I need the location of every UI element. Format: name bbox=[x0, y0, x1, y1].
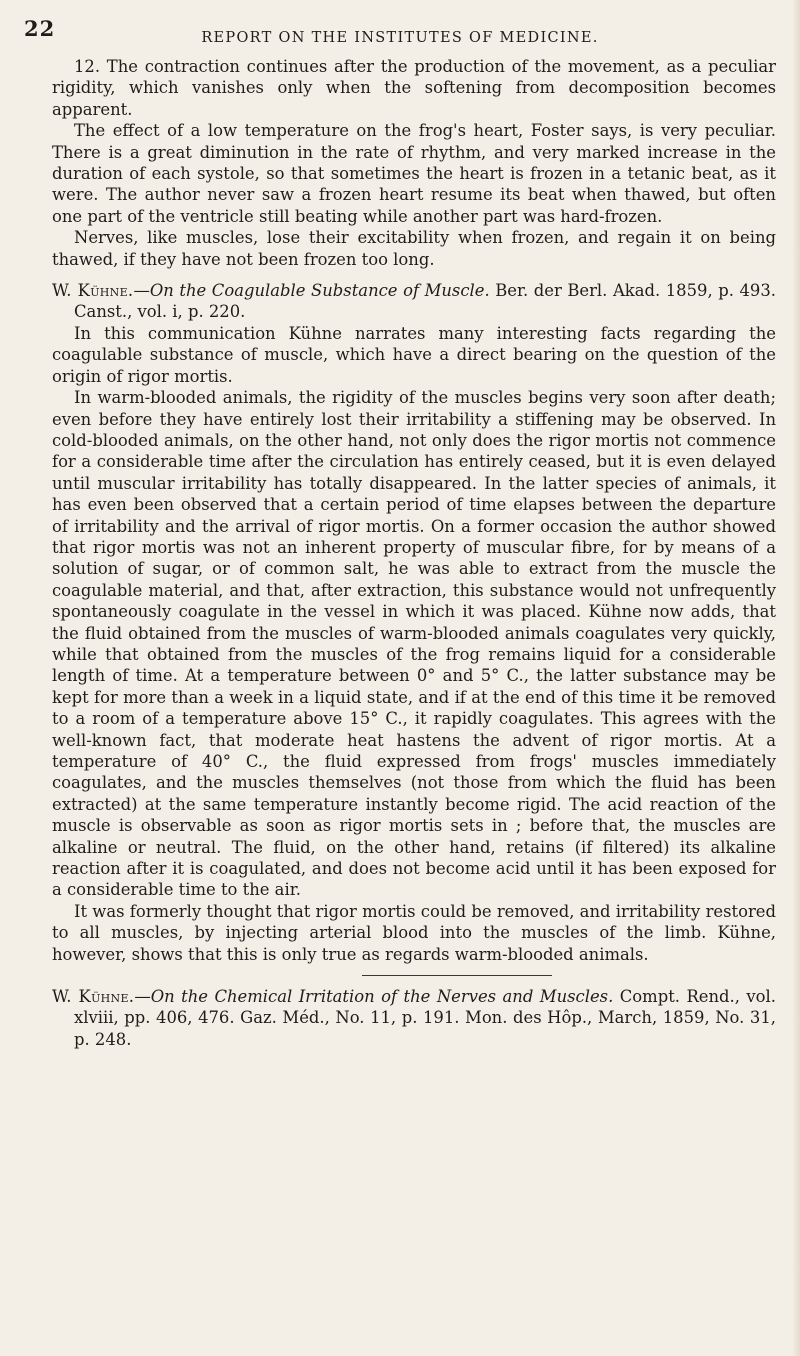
running-title: REPORT ON THE INSTITUTES OF MEDICINE. bbox=[201, 30, 599, 46]
reference-1-title: On the Coagulable Substance of Muscle. bbox=[149, 281, 490, 301]
reference-2-citation: Compt. Rend., vol. xlviii, pp. 406, 476. Gaz. Méd., No. 11, p. 191. Mon. des Hôp., March, 1859, No. 31, p. 248. bbox=[74, 987, 777, 1049]
reference-2-author: W. Kühne. bbox=[52, 987, 135, 1007]
body-paragraph-2: In warm-blooded animals, the rigidity of the muscles begins very soon after death; even before they have entirely lost their irritability a stiffening may be observed. In cold-blooded animals, on the other hand, not only does the rigor mortis not commence for a considerable time after the circulation has entirely ceased, but it is even delayed until muscular irritability has totally disappeared. In the latter species of animals, it has even been observed that a certain period of time elapses between the departure of irritability and the arrival of rigor mortis. On a former occasion the author showed that rigor mortis was not an inherent property of muscular fibre, for by means of a solution of sugar, or of common salt, he was able to extract from the muscle the coagulable material, and that, after extraction, this substance would not unfrequently spontaneously coagulate in the vessel in which it was placed. Kühne now adds, that the fluid obtained from the muscles of warm-blooded animals coagulates very quickly, while that obtained from the muscles of the frog remains liquid for a considerable length of time. At a temperature between 0° and 5° C., the latter substance may be kept for more than a week in a liquid state, and if at the end of this time it be removed to a room of a temperature above 15° C., it rapidly coagulates. This agrees with the well-known fact, that moderate heat hastens the advent of rigor mortis. At a temperature of 40° C., the fluid expressed from frogs' muscles immediately coagulates, and the muscles themselves (not those from which the fluid has been extracted) at the same temperature instantly become rigid. The acid reaction of the muscle is observable as soon as rigor mortis sets in ; before that, the muscles are alkaline or neutral. The fluid, on the other hand, retains (if filtered) its alkaline reaction after it is coagulated, and does not become acid until it has been exposed for a considerable time to the air. bbox=[52, 388, 776, 900]
intro-paragraph-1: 12. The contraction continues after the production of the movement, as a peculiar rigidity, which vanishes only when the softening from decomposition becomes apparent. bbox=[52, 57, 776, 119]
reference-entry-2 bbox=[52, 986, 776, 1050]
reference-2-title: On the Chemical Irritation of the Nerves and Muscles. bbox=[150, 987, 614, 1007]
body-paragraph-1: In this communication Kühne narrates many interesting facts regarding the coagulable substance of muscle, which have a direct bearing on the question of the origin of rigor mortis. bbox=[52, 323, 776, 386]
intro-paragraph-2: The effect of a low temperature on the frog's heart, Foster says, is very peculiar. There is a great diminution in the rate of rhythm, and very marked increase in the duration of each systole, so that sometimes the heart is frozen in a tetanic beat, as it were. The author never saw a frozen heart resume its beat when thawed, but often one part of the ventricle still beating while another part was hard-frozen. bbox=[52, 121, 776, 226]
page-number: 22 bbox=[24, 16, 56, 41]
reference-2-dash: — bbox=[134, 987, 151, 1007]
intro-paragraph-3: Nerves, like muscles, lose their excitability when frozen, and regain it on being thawed, if they have not been frozen too long. bbox=[52, 228, 776, 269]
reference-1-citation: Ber. der Berl. Akad. 1859, p. 493. Canst., vol. i, p. 220. bbox=[74, 281, 776, 322]
section-divider bbox=[362, 975, 552, 976]
reference-1-dash: — bbox=[133, 281, 150, 301]
page-edge bbox=[792, 0, 800, 1356]
reference-entry-1 bbox=[52, 280, 776, 323]
reference-1-author: W. Kühne. bbox=[52, 281, 134, 301]
body-paragraph-3: It was formerly thought that rigor mortis could be removed, and irritability restored to all muscles, by injecting arterial blood into the muscles of the limb. Kühne, however, shows that this is only true as regards warm-blooded animals. bbox=[52, 901, 776, 964]
